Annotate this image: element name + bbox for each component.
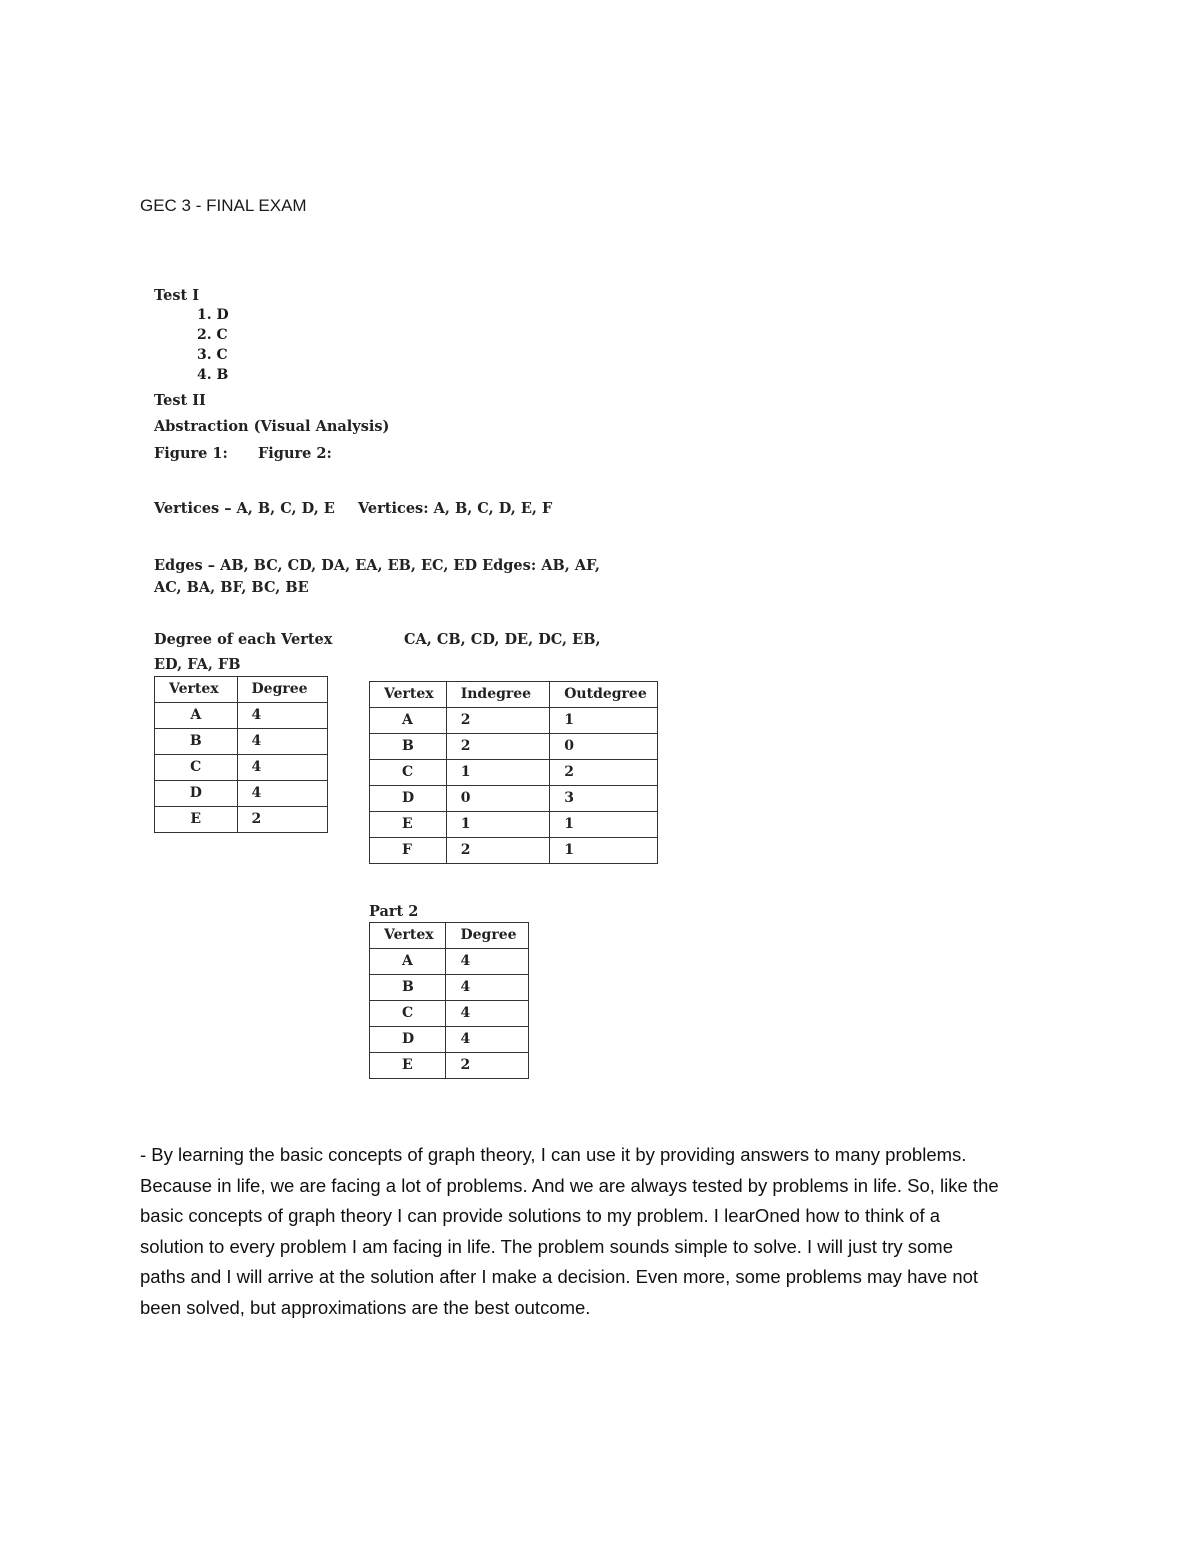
outdegree-cell: 2 xyxy=(550,760,658,786)
figure2-label: Figure 2: xyxy=(258,445,332,462)
vertex-cell: E xyxy=(370,1053,446,1079)
vertices-figure1: Vertices – A, B, C, D, E xyxy=(154,500,335,517)
table-row xyxy=(370,1027,529,1053)
column-header: Vertex xyxy=(155,677,238,703)
indegree-cell: 0 xyxy=(446,786,550,812)
outdegree-cell: 1 xyxy=(550,838,658,864)
degree-heading: Degree of each Vertex xyxy=(154,631,333,648)
column-header: Indegree xyxy=(446,682,550,708)
table-header-row xyxy=(370,923,529,949)
vertex-cell: F xyxy=(370,838,447,864)
document-title: GEC 3 - FINAL EXAM xyxy=(140,196,307,215)
table-row xyxy=(370,708,658,734)
reflection-line: been solved, but approximations are the best outcome. xyxy=(140,1296,591,1318)
column-header: Outdegree xyxy=(550,682,658,708)
degree-cell: 4 xyxy=(237,755,327,781)
table-row xyxy=(370,838,658,864)
degree-cell: 4 xyxy=(446,949,529,975)
reflection-line: - By learning the basic concepts of graph theory, I can use it by providing answers to many problems. xyxy=(140,1144,967,1165)
vertices-figure2: Vertices: A, B, C, D, E, F xyxy=(358,500,553,517)
column-header: Vertex xyxy=(370,682,447,708)
test1-answer-3: 3. C xyxy=(197,347,228,363)
vertex-cell: C xyxy=(370,1001,446,1027)
test1-answer-4: 4. B xyxy=(197,367,229,383)
table-header-row xyxy=(155,677,328,703)
vertex-cell: C xyxy=(155,755,238,781)
reflection-line: paths and I will arrive at the solution after I make a decision. Even more, some problems may have not xyxy=(140,1266,979,1287)
table-row xyxy=(370,1001,529,1027)
reflection-line: basic concepts of graph theory I can provide solutions to my problem. I learOned how to think of a xyxy=(140,1205,941,1226)
table-row xyxy=(370,760,658,786)
test1-answer-1: 1. D xyxy=(197,307,229,323)
table-row xyxy=(370,734,658,760)
part2-heading: Part 2 xyxy=(369,903,419,920)
outdegree-cell: 1 xyxy=(550,812,658,838)
indegree-outdegree-table xyxy=(369,681,658,864)
vertex-cell: B xyxy=(370,975,446,1001)
table-row xyxy=(370,786,658,812)
vertex-cell: E xyxy=(370,812,447,838)
column-header: Degree xyxy=(446,923,529,949)
vertex-cell: D xyxy=(155,781,238,807)
test1-answer-2: 2. C xyxy=(197,327,228,343)
table-header-row xyxy=(370,682,658,708)
table-row xyxy=(370,812,658,838)
outdegree-cell: 3 xyxy=(550,786,658,812)
edges-line-1: Edges – AB, BC, CD, DA, EA, EB, EC, ED Edges: AB, AF, xyxy=(154,557,600,574)
edges-line-2: AC, BA, BF, BC, BE xyxy=(154,579,309,596)
outdegree-cell: 1 xyxy=(550,708,658,734)
figure1-label: Figure 1: xyxy=(154,445,228,462)
reflection-paragraph xyxy=(140,1140,1060,1323)
indegree-cell: 1 xyxy=(446,812,550,838)
degree-cell: 4 xyxy=(237,781,327,807)
degree-cell: 4 xyxy=(446,975,529,1001)
column-header: Vertex xyxy=(370,923,446,949)
indegree-cell: 2 xyxy=(446,708,550,734)
degree-cell: 4 xyxy=(237,703,327,729)
degree-cell: 4 xyxy=(237,729,327,755)
table-row xyxy=(155,755,328,781)
vertex-cell: A xyxy=(370,949,446,975)
vertex-cell: B xyxy=(370,734,447,760)
reflection-line: solution to every problem I am facing in life. The problem sounds simple to solve. I will just try some xyxy=(140,1235,953,1257)
indegree-cell: 2 xyxy=(446,838,550,864)
table-row xyxy=(370,975,529,1001)
vertex-cell: D xyxy=(370,786,447,812)
column-header: Degree xyxy=(237,677,327,703)
reflection-line: Because in life, we are facing a lot of problems. And we are always tested by problems in life. So, like the xyxy=(140,1174,999,1196)
vertex-cell: D xyxy=(370,1027,446,1053)
table-row xyxy=(155,807,328,833)
edges-line-3: CA, CB, CD, DE, DC, EB, xyxy=(404,631,601,648)
degree-cell: 2 xyxy=(446,1053,529,1079)
part2-degree-table xyxy=(369,922,529,1079)
degree-table xyxy=(154,676,328,833)
vertex-cell: A xyxy=(155,703,238,729)
degree-cell: 2 xyxy=(237,807,327,833)
table-row xyxy=(370,949,529,975)
vertex-cell: A xyxy=(370,708,447,734)
indegree-cell: 1 xyxy=(446,760,550,786)
vertex-cell: B xyxy=(155,729,238,755)
table-row xyxy=(155,781,328,807)
vertex-cell: E xyxy=(155,807,238,833)
vertex-cell: C xyxy=(370,760,447,786)
degree-cell: 4 xyxy=(446,1027,529,1053)
table-row xyxy=(155,703,328,729)
test1-heading: Test I xyxy=(154,287,200,304)
test2-subheading: Abstraction (Visual Analysis) xyxy=(154,418,390,435)
degree-cell: 4 xyxy=(446,1001,529,1027)
outdegree-cell: 0 xyxy=(550,734,658,760)
table-row xyxy=(370,1053,529,1079)
indegree-cell: 2 xyxy=(446,734,550,760)
edges-line-4: ED, FA, FB xyxy=(154,656,241,673)
table-row xyxy=(155,729,328,755)
test2-heading: Test II xyxy=(154,392,206,409)
